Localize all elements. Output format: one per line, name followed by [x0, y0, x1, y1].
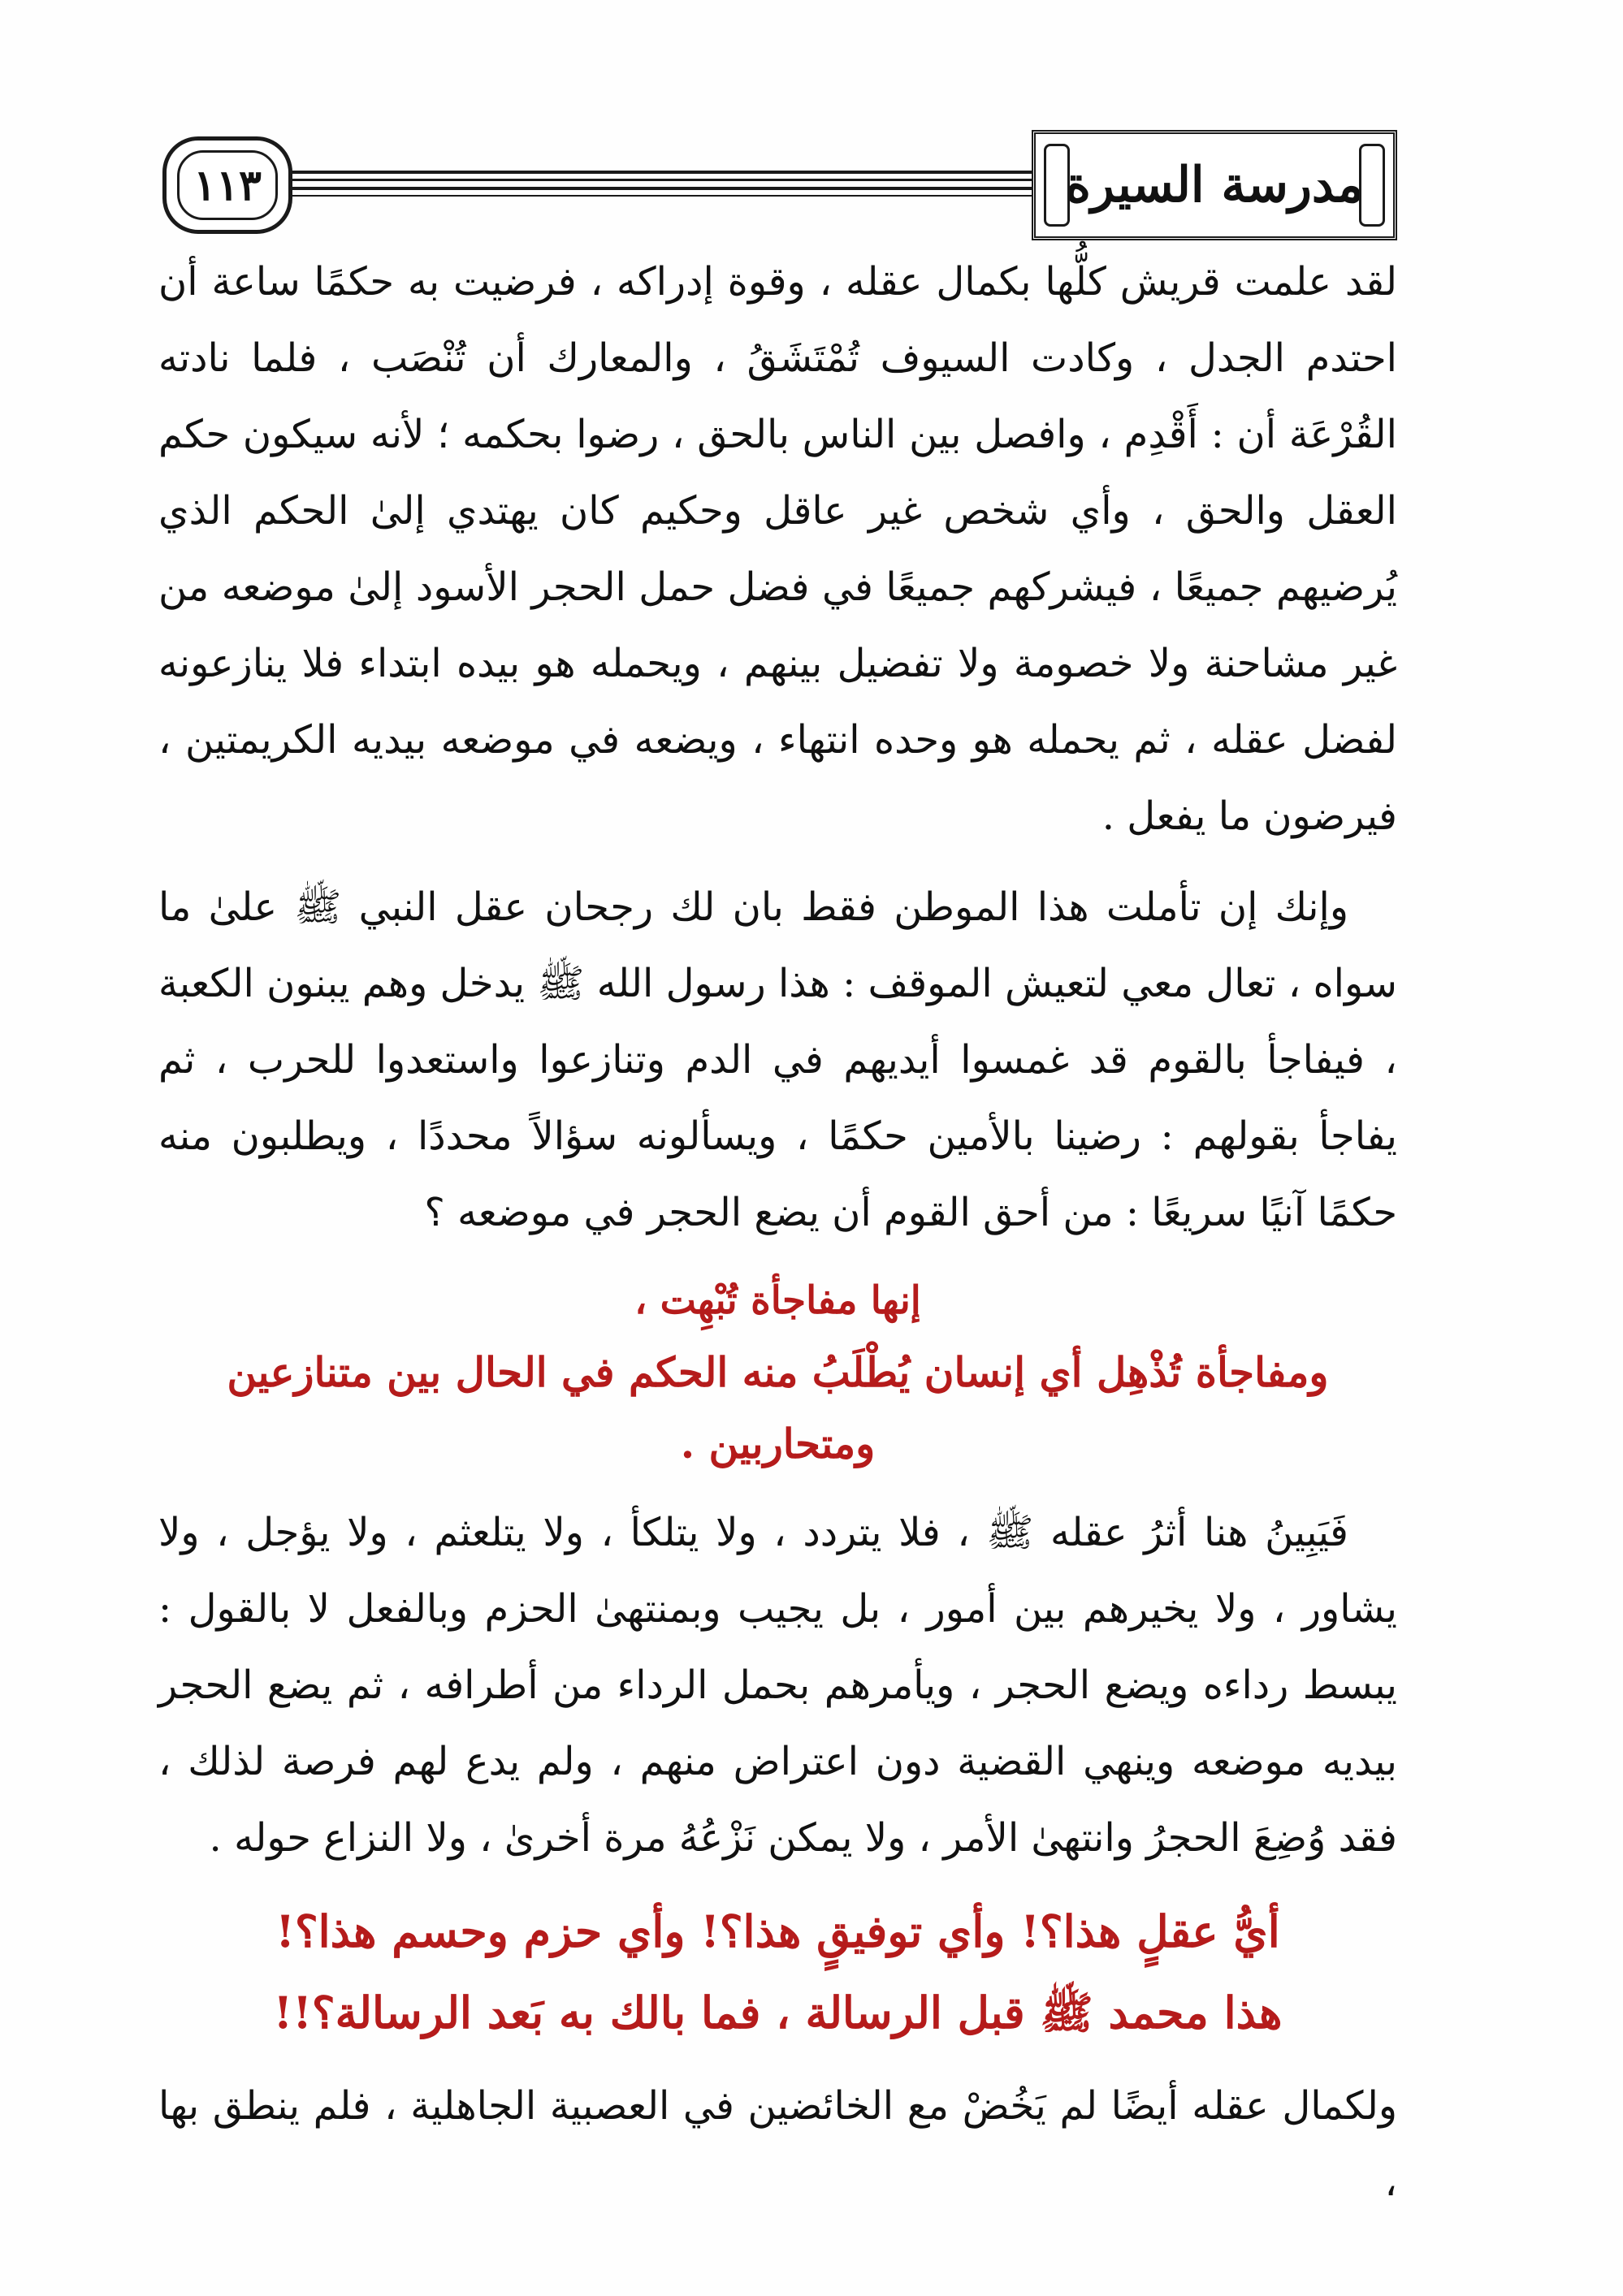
header-rule: [268, 195, 1040, 197]
body-text: [158, 244, 1397, 2220]
header-rule: [268, 179, 1040, 181]
page-number: ١١٣: [177, 150, 278, 220]
header-rule: [268, 187, 1040, 190]
paragraph: فَيَبِينُ هنا أثرُ عقله ﷺ ، فلا يتردد ، ولا يتلكأ ، ولا يتلعثم ، ولا يؤجل ، ولا يشاور ، ولا يخيرهم بين أمور ، بل يجيب وبمنتهىٰ الحزم وبالفعل لا بالقول : يبسط رداءه ويضع الحجر ، ويأمرهم بحمل الرداء من أطرافه ، ثم يضع الحجر بيديه موضعه وينهي القضية دون اعتراض منهم ، ولم يدع لهم فرصة لذلك ، فقد وُضِعَ الحجرُ وانتهىٰ الأمر ، ولا يمكن نَزْعُهُ مرة أخرىٰ ، ولا النزاع حوله .: [158, 1510, 1398, 1861]
header-rule: [268, 171, 1040, 174]
page-number-frame: [162, 136, 292, 234]
paragraph: لقد علمت قريش كلُّها بكمال عقله ، وقوة إدراكه ، فرضيت به حكمًا ساعة أن احتدم الجدل ، وكادت السيوف تُمْتَشَقُ ، والمعارك أن تُنْصَب ، فلما نادته القُرْعَة أن : أَقْدِم ، وافصل بين الناس بالحق ، رضوا بحكمه ؛ لأنه سيكون حكم العقل والحق ، وأي شخص غير عاقل وحكيم كان يهتدي إلىٰ الحكم الذي يُرضيهم جميعًا ، فيشركهم جميعًا في فضل حمل الحجر الأسود إلىٰ موضعه من غير مشاحنة ولا خصومة ولا تفضيل بينهم ، ويحمله هو بيده ابتداء فلا ينازعونه لفضل عقله ، ثم يحمله هو وحده انتهاء ، ويضعه في موضعه بيديه الكريمتين ، فيرضون ما يفعل .: [158, 259, 1398, 839]
highlight-line: ومفاجأة تُذْهِل أي إنسان يُطْلَبُ منه الحكم في الحال بين متنازعين ومتحاربين .: [227, 1348, 1329, 1468]
running-title: مدرسة السيرة: [1065, 157, 1364, 214]
running-title-frame: [1032, 130, 1397, 240]
highlight-line: أيُّ عقلٍ هذا؟! وأي توفيقٍ هذا؟! وأي حزم وحسم هذا؟!: [275, 1905, 1280, 1957]
highlight-line: هذا محمد ﷺ قبل الرسالة ، فما بالك به بَعد الرسالة؟!!: [273, 1987, 1283, 2039]
paragraph-continued: ولكمال عقله أيضًا لم يَخُضْ مع الخائضين في العصبية الجاهلية ، فلم ينطق بها ،: [158, 2083, 1397, 2205]
paragraph: وإنك إن تأملت هذا الموطن فقط بان لك رجحان عقل النبي ﷺ علىٰ ما سواه ، تعال معي لتعيش الموقف : هذا رسول الله ﷺ يدخل وهم يبنون الكعبة ، فيفاجأ بالقوم قد غمسوا أيديهم في الدم وتنازعوا واستعدوا للحرب ، ثم يفاجأ بقولهم : رضينا بالأمين حكمًا ، ويسألونه سؤالاً محددًا ، ويطلبون منه حكمًا آنيًا سريعًا : من أحق القوم أن يضع الحجر في موضعه ؟: [158, 884, 1398, 1235]
highlight-line: إنها مفاجأة تُبْهِت ،: [634, 1278, 921, 1323]
page-header: [162, 130, 1397, 236]
